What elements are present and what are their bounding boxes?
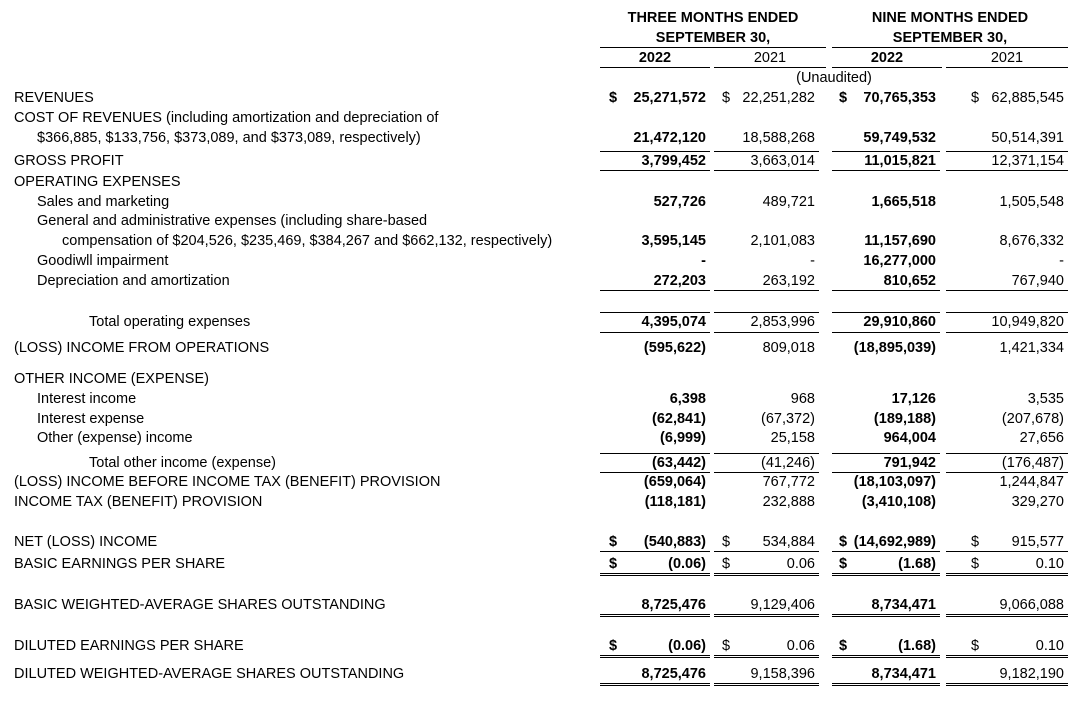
value-net-loss-col1: (540,883): [643, 534, 706, 550]
row-label-loss-ops: (LOSS) INCOME FROM OPERATIONS: [14, 340, 270, 356]
dollar-sign-basic-eps-col2: $: [722, 556, 731, 572]
value-interest-expense-col1: (62,841): [651, 411, 706, 427]
value-interest-expense-col2: (67,372): [760, 411, 815, 427]
nine-months-header-rule: [832, 47, 1068, 48]
value-loss-ops-col4: 1,421,334: [999, 340, 1064, 356]
value-gross-profit-col3: 11,015,821: [864, 153, 936, 169]
year-col1: 2022: [638, 50, 672, 66]
rule-before-total-opex-col3: [832, 312, 940, 313]
value-net-loss-col3: (14,692,989): [853, 534, 936, 550]
dollar-sign-basic-eps-col3: $: [839, 556, 848, 572]
value-loss-before-tax-col4: 1,244,847: [999, 474, 1064, 490]
rule-after-dep-amort-col2: [714, 290, 819, 291]
value-interest-expense-col3: (189,188): [873, 411, 936, 427]
dollar-sign-diluted-eps-col1: $: [609, 638, 618, 654]
value-gross-profit-col2: 3,663,014: [750, 153, 815, 169]
rule-after-diluted-shares-col2: [714, 683, 819, 686]
rule-after-total-other-col3: [832, 472, 940, 473]
year-rule-col4: [946, 67, 1068, 68]
rule-after-total-opex-col3: [832, 332, 940, 333]
value-loss-before-tax-col2: 767,772: [762, 474, 815, 490]
value-cost-revenues-2-col1: 21,472,120: [633, 130, 706, 146]
value-cost-revenues-2-col3: 59,749,532: [863, 130, 936, 146]
rule-after-diluted-eps-col1: [600, 655, 710, 658]
value-loss-before-tax-col1: (659,064): [643, 474, 706, 490]
row-label-sales-marketing: Sales and marketing: [37, 194, 170, 210]
value-interest-income-col3: 17,126: [891, 391, 936, 407]
rule-before-total-opex-col4: [946, 312, 1068, 313]
value-other-expense-income-col4: 27,656: [1019, 430, 1064, 446]
value-interest-income-col2: 968: [790, 391, 815, 407]
row-label-interest-expense: Interest expense: [37, 411, 145, 427]
rule-after-diluted-eps-col2: [714, 655, 819, 658]
dollar-sign-revenues-col1: $: [609, 90, 618, 106]
rule-before-total-other-col4: [946, 453, 1068, 454]
value-diluted-eps-col4: 0.10: [1035, 638, 1064, 654]
value-cost-revenues-2-col4: 50,514,391: [991, 130, 1064, 146]
row-label-goodwill: Goodiwll impairment: [37, 253, 169, 269]
value-g-and-a-2-col4: 8,676,332: [999, 233, 1064, 249]
rule-after-total-opex-col4: [946, 332, 1068, 333]
rule-after-total-other-col1: [600, 472, 710, 473]
value-g-and-a-2-col2: 2,101,083: [750, 233, 815, 249]
rule-after-diluted-shares-col3: [832, 683, 940, 686]
rule-after-gross-profit-col3: [832, 170, 940, 171]
value-dep-amort-col2: 263,192: [762, 273, 815, 289]
value-basic-wa-shares-col2: 9,129,406: [750, 597, 815, 613]
rule-after-net-loss-col2: [714, 551, 819, 552]
three-months-header-line2: SEPTEMBER 30,: [655, 30, 771, 46]
nine-months-header-line2: SEPTEMBER 30,: [892, 30, 1008, 46]
row-label-cost-revenues-2: $366,885, $133,756, $373,089, and $373,089, respectively): [37, 130, 421, 146]
dollar-sign-diluted-eps-col4: $: [971, 638, 980, 654]
value-interest-income-col1: 6,398: [669, 391, 706, 407]
rule-before-gross-profit-col1: [600, 151, 710, 152]
rule-after-basic-eps-col1: [600, 573, 710, 576]
rule-after-diluted-shares-col1: [600, 683, 710, 686]
value-sales-marketing-col4: 1,505,548: [999, 194, 1064, 210]
value-basic-wa-shares-col1: 8,725,476: [641, 597, 706, 613]
year-col2: 2021: [753, 50, 787, 66]
rule-before-total-other-col1: [600, 453, 710, 454]
dollar-sign-basic-eps-col4: $: [971, 556, 980, 572]
rule-after-total-opex-col1: [600, 332, 710, 333]
value-basic-wa-shares-col4: 9,066,088: [999, 597, 1064, 613]
dollar-sign-revenues-col2: $: [722, 90, 731, 106]
value-total-opex-col4: 10,949,820: [991, 314, 1064, 330]
row-label-g-and-a: General and administrative expenses (including share-based: [37, 213, 428, 229]
rule-after-basic-shares-col3: [832, 614, 940, 617]
three-months-header-rule: [600, 47, 826, 48]
rule-after-dep-amort-col3: [832, 290, 940, 291]
value-total-other-col1: (63,442): [651, 455, 706, 471]
dollar-sign-net-loss-col4: $: [971, 534, 980, 550]
year-rule-col1: [600, 67, 710, 68]
rule-after-total-other-col2: [714, 472, 819, 473]
rule-after-basic-shares-col2: [714, 614, 819, 617]
year-rule-col3: [832, 67, 942, 68]
value-loss-ops-col1: (595,622): [643, 340, 706, 356]
value-gross-profit-col1: 3,799,452: [641, 153, 706, 169]
row-label-gross-profit: GROSS PROFIT: [14, 153, 124, 169]
rule-after-total-other-col4: [946, 472, 1068, 473]
value-goodwill-col2: -: [810, 253, 815, 269]
rule-after-basic-eps-col2: [714, 573, 819, 576]
rule-after-gross-profit-col1: [600, 170, 710, 171]
rule-after-net-loss-col1: [600, 551, 710, 552]
value-diluted-eps-col3: (1.68): [898, 638, 936, 654]
row-label-basic-wa-shares: BASIC WEIGHTED-AVERAGE SHARES OUTSTANDING: [14, 597, 386, 613]
value-income-tax-col3: (3,410,108): [861, 494, 936, 510]
row-label-dep-amort: Depreciation and amortization: [37, 273, 230, 289]
dollar-sign-basic-eps-col1: $: [609, 556, 618, 572]
value-loss-before-tax-col3: (18,103,097): [853, 474, 936, 490]
value-sales-marketing-col2: 489,721: [762, 194, 815, 210]
value-revenues-col3: 70,765,353: [863, 90, 936, 106]
row-label-other-expense-income: Other (expense) income: [37, 430, 193, 446]
dollar-sign-diluted-eps-col3: $: [839, 638, 848, 654]
row-label-total-opex: Total operating expenses: [89, 314, 251, 330]
value-dep-amort-col1: 272,203: [653, 273, 706, 289]
row-label-net-loss: NET (LOSS) INCOME: [14, 534, 158, 550]
value-total-other-col4: (176,487): [1001, 455, 1064, 471]
rule-before-total-other-col2: [714, 453, 819, 454]
value-income-tax-col1: (118,181): [644, 494, 706, 510]
row-label-operating-expenses: OPERATING EXPENSES: [14, 174, 181, 190]
rule-after-gross-profit-col4: [946, 170, 1068, 171]
value-revenues-col2: 22,251,282: [742, 90, 815, 106]
value-total-opex-col3: 29,910,860: [863, 314, 936, 330]
dollar-sign-net-loss-col1: $: [609, 534, 618, 550]
dollar-sign-net-loss-col2: $: [722, 534, 731, 550]
value-diluted-wa-shares-col1: 8,725,476: [641, 666, 706, 682]
value-income-tax-col2: 232,888: [762, 494, 815, 510]
rule-after-total-opex-col2: [714, 332, 819, 333]
rule-before-gross-profit-col4: [946, 151, 1068, 152]
rule-after-net-loss-col4: [946, 551, 1068, 552]
value-diluted-wa-shares-col3: 8,734,471: [871, 666, 936, 682]
row-label-other-income: OTHER INCOME (EXPENSE): [14, 371, 209, 387]
value-gross-profit-col4: 12,371,154: [991, 153, 1064, 169]
row-label-diluted-wa-shares: DILUTED WEIGHTED-AVERAGE SHARES OUTSTANDING: [14, 666, 405, 682]
row-label-income-tax: INCOME TAX (BENEFIT) PROVISION: [14, 494, 263, 510]
value-net-loss-col4: 915,577: [1011, 534, 1064, 550]
dollar-sign-revenues-col4: $: [971, 90, 980, 106]
value-revenues-col1: 25,271,572: [633, 90, 706, 106]
rule-after-basic-shares-col4: [946, 614, 1068, 617]
value-sales-marketing-col1: 527,726: [653, 194, 706, 210]
rule-before-total-opex-col1: [600, 312, 710, 313]
row-label-diluted-eps: DILUTED EARNINGS PER SHARE: [14, 638, 244, 654]
rule-after-dep-amort-col1: [600, 290, 710, 291]
value-interest-income-col4: 3,535: [1027, 391, 1064, 407]
rule-before-total-other-col3: [832, 453, 940, 454]
rule-before-total-opex-col2: [714, 312, 819, 313]
row-label-g-and-a-2: compensation of $204,526, $235,469, $384,267 and $662,132, respectively): [62, 233, 553, 249]
value-other-expense-income-col2: 25,158: [770, 430, 815, 446]
dollar-sign-net-loss-col3: $: [839, 534, 848, 550]
rule-after-basic-eps-col4: [946, 573, 1068, 576]
value-diluted-wa-shares-col2: 9,158,396: [750, 666, 815, 682]
rule-after-dep-amort-col4: [946, 290, 1068, 291]
rule-after-gross-profit-col2: [714, 170, 819, 171]
rule-after-diluted-eps-col3: [832, 655, 940, 658]
value-loss-ops-col3: (18,895,039): [853, 340, 936, 356]
value-revenues-col4: 62,885,545: [991, 90, 1064, 106]
rule-after-diluted-shares-col4: [946, 683, 1068, 686]
value-total-opex-col2: 2,853,996: [750, 314, 815, 330]
row-label-total-other: Total other income (expense): [89, 455, 276, 471]
value-other-expense-income-col3: 964,004: [883, 430, 936, 446]
value-g-and-a-2-col3: 11,157,690: [864, 233, 936, 249]
row-label-cost-revenues: COST OF REVENUES (including amortization and depreciation of: [14, 110, 439, 126]
value-interest-expense-col4: (207,678): [1001, 411, 1064, 427]
value-basic-eps-col2: 0.06: [786, 556, 815, 572]
rule-before-gross-profit-col3: [832, 151, 940, 152]
nine-months-header-line1: NINE MONTHS ENDED: [871, 10, 1029, 26]
value-income-tax-col4: 329,270: [1011, 494, 1064, 510]
value-g-and-a-2-col1: 3,595,145: [641, 233, 706, 249]
row-label-basic-eps: BASIC EARNINGS PER SHARE: [14, 556, 226, 572]
value-sales-marketing-col3: 1,665,518: [871, 194, 936, 210]
value-diluted-eps-col2: 0.06: [786, 638, 815, 654]
row-label-loss-before-tax: (LOSS) INCOME BEFORE INCOME TAX (BENEFIT) PROVISION: [14, 474, 441, 490]
value-diluted-wa-shares-col4: 9,182,190: [999, 666, 1064, 682]
value-total-opex-col1: 4,395,074: [641, 314, 706, 330]
value-dep-amort-col4: 767,940: [1011, 273, 1064, 289]
rule-after-basic-eps-col3: [832, 573, 940, 576]
three-months-header-line1: THREE MONTHS ENDED: [627, 10, 799, 26]
rule-after-diluted-eps-col4: [946, 655, 1068, 658]
rule-before-gross-profit-col2: [714, 151, 819, 152]
value-basic-eps-col4: 0.10: [1035, 556, 1064, 572]
value-total-other-col3: 791,942: [883, 455, 936, 471]
year-rule-col2: [714, 67, 826, 68]
dollar-sign-diluted-eps-col2: $: [722, 638, 731, 654]
value-other-expense-income-col1: (6,999): [660, 430, 706, 446]
value-dep-amort-col3: 810,652: [883, 273, 936, 289]
value-basic-wa-shares-col3: 8,734,471: [871, 597, 936, 613]
row-label-revenues: REVENUES: [14, 90, 94, 106]
rule-after-basic-shares-col1: [600, 614, 710, 617]
value-total-other-col2: (41,246): [760, 455, 815, 471]
unaudited-label: (Unaudited): [796, 70, 872, 86]
value-diluted-eps-col1: (0.06): [668, 638, 706, 654]
value-basic-eps-col3: (1.68): [898, 556, 936, 572]
dollar-sign-revenues-col3: $: [839, 90, 848, 106]
value-net-loss-col2: 534,884: [762, 534, 815, 550]
value-loss-ops-col2: 809,018: [762, 340, 815, 356]
year-col4: 2021: [990, 50, 1024, 66]
value-goodwill-col3: 16,277,000: [863, 253, 936, 269]
rule-after-net-loss-col3: [832, 551, 940, 552]
value-goodwill-col4: -: [1059, 253, 1064, 269]
value-basic-eps-col1: (0.06): [668, 556, 706, 572]
value-cost-revenues-2-col2: 18,588,268: [742, 130, 815, 146]
row-label-interest-income: Interest income: [37, 391, 137, 407]
year-col3: 2022: [870, 50, 904, 66]
value-goodwill-col1: -: [701, 253, 706, 269]
